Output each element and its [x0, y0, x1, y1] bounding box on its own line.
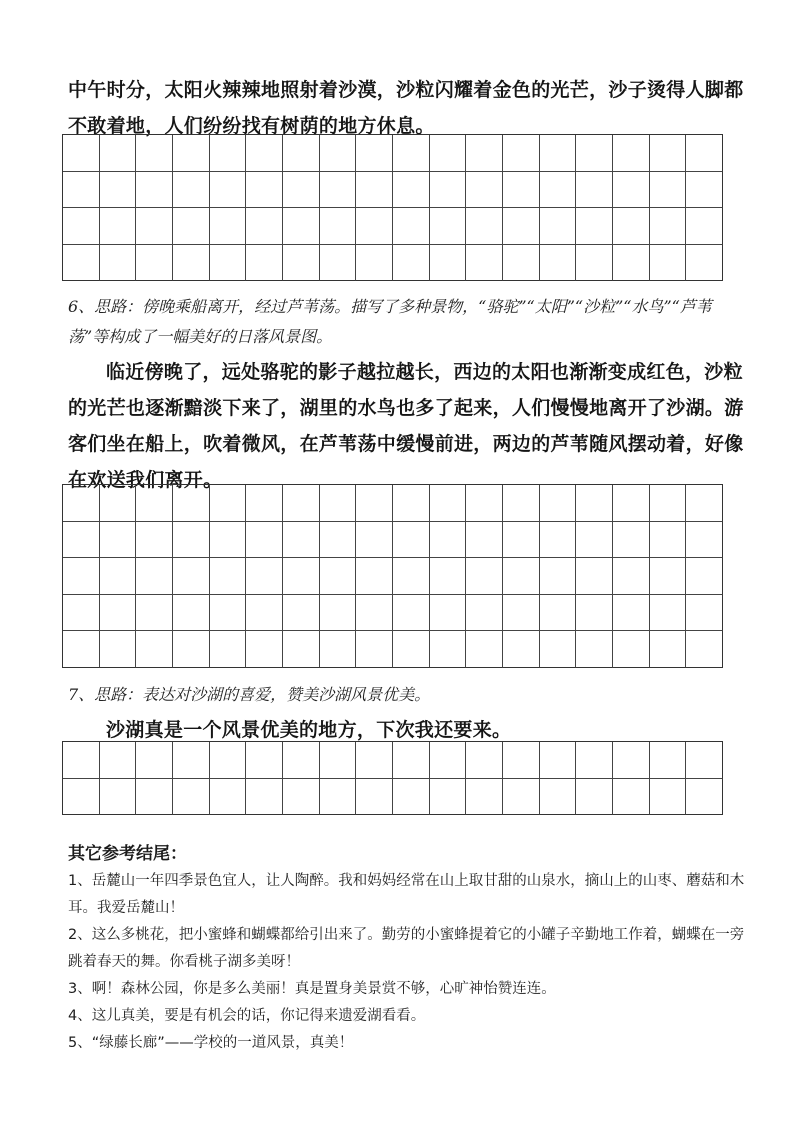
- grid-cell[interactable]: [576, 742, 613, 779]
- grid-cell[interactable]: [246, 779, 283, 816]
- grid-cell[interactable]: [466, 595, 503, 632]
- grid-cell[interactable]: [283, 135, 320, 172]
- grid-cell[interactable]: [356, 135, 393, 172]
- grid-cell[interactable]: [576, 595, 613, 632]
- grid-cell[interactable]: [320, 779, 357, 816]
- grid-cell[interactable]: [540, 631, 577, 668]
- grid-cell[interactable]: [650, 522, 687, 559]
- section6-answer: 临近傍晚了，远处骆驼的影子越拉越长，西边的太阳也渐渐变成红色，沙粒的光芒也逐渐黯淡下来了，湖里的水鸟也多了起来，人们慢慢地离开了沙湖。游客们坐在船上，吹着微风，在芦苇荡中缓慢前进，两边的芦苇随风摆动着，好像在欢送我们离开。: [68, 361, 744, 491]
- grid-cell[interactable]: [503, 245, 540, 282]
- grid-cell[interactable]: [173, 522, 210, 559]
- grid-cell[interactable]: [100, 208, 137, 245]
- grid-cell[interactable]: [576, 631, 613, 668]
- grid-cell[interactable]: [686, 485, 723, 522]
- grid-cell[interactable]: [210, 595, 247, 632]
- grid-cell[interactable]: [356, 208, 393, 245]
- grid-cell[interactable]: [63, 595, 100, 632]
- grid-cell[interactable]: [283, 631, 320, 668]
- grid-cell[interactable]: [540, 595, 577, 632]
- grid-cell[interactable]: [576, 522, 613, 559]
- grid-cell[interactable]: [540, 779, 577, 816]
- grid-cell[interactable]: [63, 779, 100, 816]
- grid-cell[interactable]: [430, 245, 467, 282]
- grid-cell[interactable]: [503, 779, 540, 816]
- grid-cell[interactable]: [100, 172, 137, 209]
- writing-grid-1[interactable]: [62, 134, 723, 281]
- grid-cell[interactable]: [540, 522, 577, 559]
- grid-cell[interactable]: [576, 779, 613, 816]
- grid-cell[interactable]: [576, 172, 613, 209]
- grid-cell[interactable]: [320, 558, 357, 595]
- grid-cell[interactable]: [173, 245, 210, 282]
- grid-cell[interactable]: [430, 631, 467, 668]
- grid-cell[interactable]: [686, 245, 723, 282]
- grid-cell[interactable]: [576, 558, 613, 595]
- grid-cell[interactable]: [430, 522, 467, 559]
- grid-cell[interactable]: [246, 742, 283, 779]
- grid-cell[interactable]: [210, 485, 247, 522]
- grid-cell[interactable]: [650, 631, 687, 668]
- grid-cell[interactable]: [540, 558, 577, 595]
- writing-grid-3[interactable]: [62, 741, 723, 815]
- reference-item: 1、岳麓山一年四季景色宜人，让人陶醉。我和妈妈经常在山上取甘甜的山泉水，摘山上的山枣、蘑菇和木耳。我爱岳麓山！: [68, 873, 745, 916]
- grid-cell[interactable]: [576, 245, 613, 282]
- grid-cell[interactable]: [136, 558, 173, 595]
- grid-cell[interactable]: [686, 631, 723, 668]
- grid-cell[interactable]: [356, 485, 393, 522]
- grid-cell[interactable]: [466, 208, 503, 245]
- grid-cell[interactable]: [210, 558, 247, 595]
- grid-cell[interactable]: [136, 595, 173, 632]
- grid-cell[interactable]: [466, 135, 503, 172]
- grid-cell[interactable]: [136, 172, 173, 209]
- grid-cell[interactable]: [356, 631, 393, 668]
- grid-cell[interactable]: [540, 742, 577, 779]
- grid-cell[interactable]: [650, 485, 687, 522]
- section5-answer: 中午时分，太阳火辣辣地照射着沙漠，沙粒闪耀着金色的光芒，沙子烫得人脚都不敢着地，人们纷纷找有树荫的地方休息。: [68, 79, 744, 137]
- grid-cell[interactable]: [63, 631, 100, 668]
- grid-cell[interactable]: [100, 631, 137, 668]
- grid-cell[interactable]: [686, 172, 723, 209]
- grid-cell[interactable]: [63, 485, 100, 522]
- grid-cell[interactable]: [356, 245, 393, 282]
- grid-cell[interactable]: [650, 135, 687, 172]
- grid-cell[interactable]: [283, 779, 320, 816]
- grid-cell[interactable]: [430, 208, 467, 245]
- grid-cell[interactable]: [393, 172, 430, 209]
- grid-cell[interactable]: [246, 631, 283, 668]
- grid-cell[interactable]: [613, 779, 650, 816]
- grid-cell[interactable]: [100, 245, 137, 282]
- section6-hint: 6、思路：傍晚乘船离开，经过芦苇荡。描写了多种景物，“骆驼”“太阳”“沙粒”“水鸟”“芦苇荡”等构成了一幅美好的日落风景图。: [68, 297, 712, 346]
- grid-cell[interactable]: [650, 742, 687, 779]
- grid-cell[interactable]: [613, 245, 650, 282]
- grid-cell[interactable]: [503, 595, 540, 632]
- grid-cell[interactable]: [393, 135, 430, 172]
- grid-cell[interactable]: [136, 208, 173, 245]
- grid-cell[interactable]: [393, 558, 430, 595]
- grid-cell[interactable]: [136, 779, 173, 816]
- grid-cell[interactable]: [650, 595, 687, 632]
- grid-cell[interactable]: [613, 631, 650, 668]
- grid-cell[interactable]: [320, 522, 357, 559]
- grid-cell[interactable]: [320, 245, 357, 282]
- grid-cell[interactable]: [613, 172, 650, 209]
- reference-item: 4、这儿真美，要是有机会的话，你记得来遗爱湖看看。: [68, 1008, 426, 1024]
- grid-cell[interactable]: [283, 245, 320, 282]
- grid-cell[interactable]: [540, 135, 577, 172]
- grid-cell[interactable]: [246, 208, 283, 245]
- grid-cell[interactable]: [136, 485, 173, 522]
- grid-cell[interactable]: [503, 208, 540, 245]
- grid-cell[interactable]: [466, 522, 503, 559]
- grid-cell[interactable]: [283, 558, 320, 595]
- grid-cell[interactable]: [136, 631, 173, 668]
- grid-cell[interactable]: [210, 208, 247, 245]
- grid-cell[interactable]: [210, 522, 247, 559]
- grid-cell[interactable]: [540, 245, 577, 282]
- grid-cell[interactable]: [576, 208, 613, 245]
- grid-cell[interactable]: [100, 485, 137, 522]
- grid-cell[interactable]: [173, 172, 210, 209]
- grid-cell[interactable]: [650, 558, 687, 595]
- grid-cell[interactable]: [63, 172, 100, 209]
- grid-cell[interactable]: [430, 172, 467, 209]
- grid-cell[interactable]: [503, 172, 540, 209]
- reference-list: [68, 868, 748, 1057]
- grid-cell[interactable]: [173, 595, 210, 632]
- grid-cell[interactable]: [650, 208, 687, 245]
- grid-cell[interactable]: [320, 631, 357, 668]
- grid-cell[interactable]: [173, 135, 210, 172]
- grid-cell[interactable]: [393, 485, 430, 522]
- grid-cell[interactable]: [136, 245, 173, 282]
- grid-cell[interactable]: [100, 779, 137, 816]
- grid-cell[interactable]: [246, 135, 283, 172]
- grid-cell[interactable]: [503, 558, 540, 595]
- grid-cell[interactable]: [136, 522, 173, 559]
- grid-cell[interactable]: [613, 208, 650, 245]
- grid-cell[interactable]: [356, 742, 393, 779]
- grid-cell[interactable]: [503, 742, 540, 779]
- grid-cell[interactable]: [173, 208, 210, 245]
- grid-cell[interactable]: [393, 245, 430, 282]
- grid-cell[interactable]: [650, 172, 687, 209]
- grid-cell[interactable]: [283, 522, 320, 559]
- grid-cell[interactable]: [283, 742, 320, 779]
- grid-cell[interactable]: [503, 522, 540, 559]
- grid-cell[interactable]: [210, 245, 247, 282]
- grid-cell[interactable]: [686, 779, 723, 816]
- section7-hint: 7、思路：表达对沙湖的喜爱，赞美沙湖风景优美。: [68, 685, 431, 704]
- grid-cell[interactable]: [320, 595, 357, 632]
- grid-cell[interactable]: [613, 742, 650, 779]
- grid-cell[interactable]: [503, 485, 540, 522]
- grid-cell[interactable]: [613, 595, 650, 632]
- grid-cell[interactable]: [686, 558, 723, 595]
- grid-cell[interactable]: [466, 558, 503, 595]
- grid-cell[interactable]: [430, 595, 467, 632]
- grid-cell[interactable]: [613, 135, 650, 172]
- grid-cell[interactable]: [210, 742, 247, 779]
- grid-cell[interactable]: [503, 135, 540, 172]
- grid-cell[interactable]: [63, 208, 100, 245]
- grid-cell[interactable]: [136, 742, 173, 779]
- grid-cell[interactable]: [466, 742, 503, 779]
- grid-cell[interactable]: [173, 742, 210, 779]
- grid-cell[interactable]: [283, 595, 320, 632]
- grid-cell[interactable]: [650, 779, 687, 816]
- grid-cell[interactable]: [136, 135, 173, 172]
- grid-cell[interactable]: [320, 172, 357, 209]
- grid-cell[interactable]: [430, 485, 467, 522]
- reference-item: 5、“绿藤长廊”——学校的一道风景，真美！: [68, 1035, 354, 1051]
- grid-cell[interactable]: [356, 558, 393, 595]
- grid-cell[interactable]: [283, 208, 320, 245]
- grid-cell[interactable]: [246, 595, 283, 632]
- grid-cell[interactable]: [356, 522, 393, 559]
- grid-cell[interactable]: [173, 779, 210, 816]
- grid-cell[interactable]: [210, 631, 247, 668]
- grid-cell[interactable]: [210, 172, 247, 209]
- reference-item: 2、这么多桃花，把小蜜蜂和蝴蝶都给引出来了。勤劳的小蜜蜂提着它的小罐子辛勤地工作着，蝴蝶在一旁跳着春天的舞。你看桃子湖多美呀！: [68, 927, 745, 970]
- grid-cell[interactable]: [466, 245, 503, 282]
- grid-cell[interactable]: [613, 522, 650, 559]
- grid-cell[interactable]: [430, 779, 467, 816]
- grid-cell[interactable]: [466, 779, 503, 816]
- grid-cell[interactable]: [356, 779, 393, 816]
- grid-cell[interactable]: [210, 779, 247, 816]
- grid-cell[interactable]: [173, 485, 210, 522]
- grid-cell[interactable]: [320, 208, 357, 245]
- grid-cell[interactable]: [356, 595, 393, 632]
- reference-item: 3、啊！森林公园，你是多么美丽！真是置身美景赏不够，心旷神怡赞连连。: [68, 981, 556, 997]
- grid-cell[interactable]: [246, 522, 283, 559]
- grid-cell[interactable]: [100, 522, 137, 559]
- grid-cell[interactable]: [320, 742, 357, 779]
- grid-cell[interactable]: [100, 742, 137, 779]
- grid-cell[interactable]: [686, 522, 723, 559]
- grid-cell[interactable]: [540, 208, 577, 245]
- grid-cell[interactable]: [356, 172, 393, 209]
- grid-cell[interactable]: [503, 631, 540, 668]
- grid-cell[interactable]: [686, 742, 723, 779]
- grid-cell[interactable]: [393, 742, 430, 779]
- grid-cell[interactable]: [100, 595, 137, 632]
- grid-cell[interactable]: [100, 135, 137, 172]
- grid-cell[interactable]: [576, 485, 613, 522]
- grid-cell[interactable]: [63, 742, 100, 779]
- grid-cell[interactable]: [466, 172, 503, 209]
- grid-cell[interactable]: [393, 522, 430, 559]
- grid-cell[interactable]: [650, 245, 687, 282]
- grid-cell[interactable]: [173, 558, 210, 595]
- grid-cell[interactable]: [63, 558, 100, 595]
- grid-cell[interactable]: [466, 631, 503, 668]
- grid-cell[interactable]: [686, 208, 723, 245]
- grid-cell[interactable]: [63, 522, 100, 559]
- grid-cell[interactable]: [100, 558, 137, 595]
- grid-cell[interactable]: [63, 135, 100, 172]
- section7-answer: 沙湖真是一个风景优美的地方，下次我还要来。: [106, 719, 512, 741]
- grid-cell[interactable]: [686, 135, 723, 172]
- grid-cell[interactable]: [63, 245, 100, 282]
- grid-cell[interactable]: [246, 485, 283, 522]
- grid-cell[interactable]: [320, 135, 357, 172]
- grid-cell[interactable]: [173, 631, 210, 668]
- grid-cell[interactable]: [540, 485, 577, 522]
- grid-cell[interactable]: [210, 135, 247, 172]
- grid-cell[interactable]: [246, 172, 283, 209]
- grid-cell[interactable]: [686, 595, 723, 632]
- grid-cell[interactable]: [540, 172, 577, 209]
- grid-cell[interactable]: [430, 558, 467, 595]
- grid-cell[interactable]: [613, 485, 650, 522]
- grid-cell[interactable]: [430, 135, 467, 172]
- reference-heading: 其它参考结尾：: [68, 844, 187, 864]
- grid-cell[interactable]: [283, 172, 320, 209]
- grid-cell[interactable]: [576, 135, 613, 172]
- grid-cell[interactable]: [320, 485, 357, 522]
- grid-cell[interactable]: [393, 779, 430, 816]
- grid-cell[interactable]: [466, 485, 503, 522]
- grid-cell[interactable]: [393, 208, 430, 245]
- grid-cell[interactable]: [246, 245, 283, 282]
- grid-cell[interactable]: [393, 631, 430, 668]
- grid-cell[interactable]: [393, 595, 430, 632]
- grid-cell[interactable]: [246, 558, 283, 595]
- grid-cell[interactable]: [283, 485, 320, 522]
- grid-cell[interactable]: [430, 742, 467, 779]
- writing-grid-2[interactable]: [62, 484, 723, 668]
- grid-cell[interactable]: [613, 558, 650, 595]
